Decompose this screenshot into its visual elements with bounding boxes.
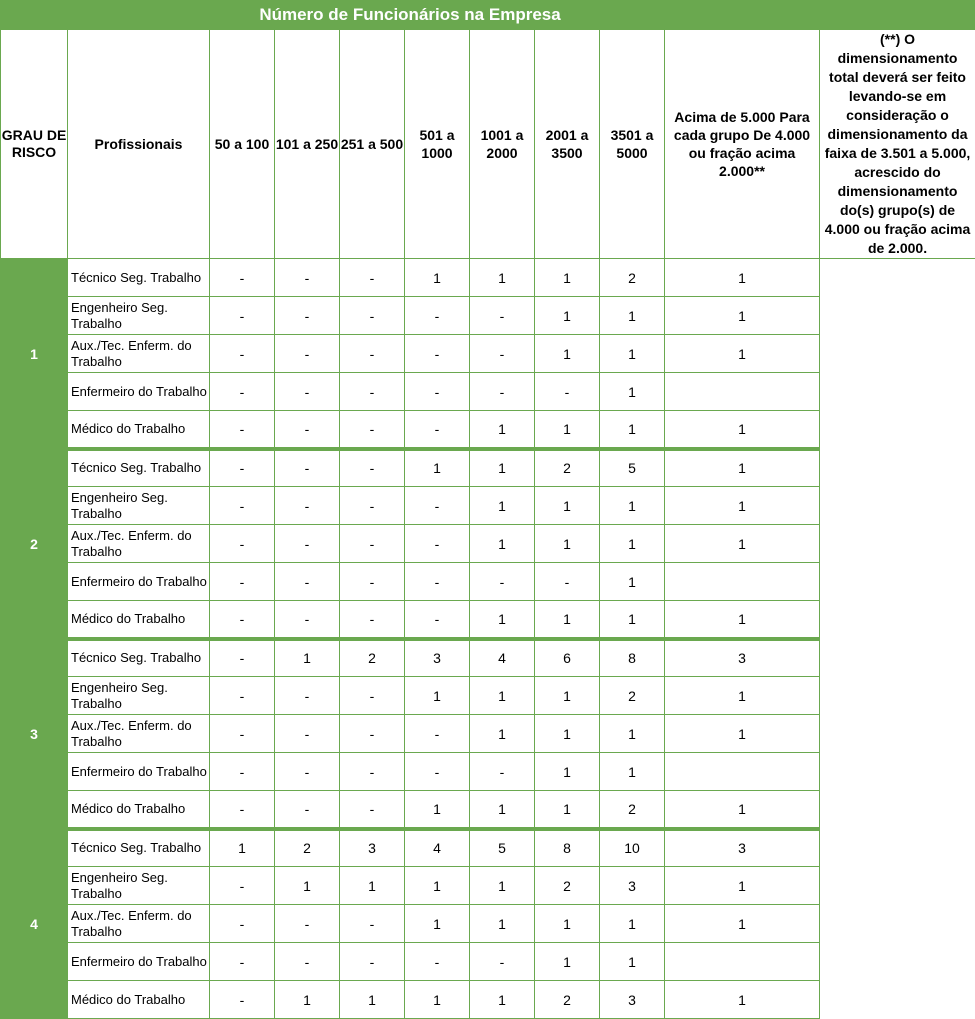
header-range: 101 a 250 <box>275 30 340 259</box>
value-cell: 8 <box>535 829 600 867</box>
value-cell: - <box>210 259 275 297</box>
table-title: Número de Funcionários na Empresa <box>1 1 820 30</box>
value-cell: - <box>340 259 405 297</box>
value-cell: 1 <box>600 335 665 373</box>
value-cell: - <box>275 791 340 829</box>
table-row <box>1 905 975 943</box>
value-cell: 1 <box>600 525 665 563</box>
value-cell: 1 <box>470 487 535 525</box>
value-cell: 1 <box>470 715 535 753</box>
value-cell: 8 <box>600 639 665 677</box>
value-cell: 1 <box>600 487 665 525</box>
grau-risco-cell: 4 <box>1 829 68 1019</box>
value-cell: - <box>275 335 340 373</box>
value-cell: 1 <box>535 943 600 981</box>
value-cell: 1 <box>665 677 820 715</box>
profissional-cell: Técnico Seg. Trabalho <box>68 259 210 297</box>
value-cell: 1 <box>340 867 405 905</box>
value-cell <box>665 373 820 411</box>
value-cell: 1 <box>535 525 600 563</box>
value-cell: - <box>210 525 275 563</box>
profissional-cell: Enfermeiro do Trabalho <box>68 563 210 601</box>
value-cell: 1 <box>535 259 600 297</box>
value-cell: 1 <box>665 487 820 525</box>
value-cell: - <box>275 449 340 487</box>
profissional-cell: Técnico Seg. Trabalho <box>68 449 210 487</box>
value-cell: - <box>470 297 535 335</box>
value-cell: 1 <box>535 715 600 753</box>
table-row <box>1 601 975 639</box>
value-cell: 1 <box>600 943 665 981</box>
value-cell: - <box>340 791 405 829</box>
header-acima: Acima de 5.000 Para cada grupo De 4.000 ou fração acima 2.000** <box>665 30 820 259</box>
value-cell: 2 <box>535 981 600 1019</box>
value-cell: 10 <box>600 829 665 867</box>
value-cell: - <box>535 563 600 601</box>
value-cell: 2 <box>600 791 665 829</box>
value-cell: 1 <box>600 563 665 601</box>
value-cell: 1 <box>665 259 820 297</box>
value-cell: - <box>210 563 275 601</box>
profissional-cell: Enfermeiro do Trabalho <box>68 943 210 981</box>
value-cell: - <box>210 373 275 411</box>
value-cell: 1 <box>600 373 665 411</box>
value-cell: - <box>470 373 535 411</box>
table-row <box>1 867 975 905</box>
grau-risco-cell: 3 <box>1 639 68 829</box>
table-row <box>1 373 975 411</box>
value-cell: - <box>275 753 340 791</box>
value-cell: 3 <box>340 829 405 867</box>
value-cell: - <box>210 411 275 449</box>
value-cell: 1 <box>535 487 600 525</box>
value-cell: 1 <box>535 411 600 449</box>
value-cell: 2 <box>600 259 665 297</box>
value-cell: 5 <box>470 829 535 867</box>
value-cell: 1 <box>665 297 820 335</box>
table-row <box>1 677 975 715</box>
value-cell: - <box>275 601 340 639</box>
table-row <box>1 335 975 373</box>
table-row <box>1 791 975 829</box>
value-cell: - <box>470 943 535 981</box>
value-cell: - <box>405 335 470 373</box>
table-row <box>1 981 975 1019</box>
value-cell: 1 <box>665 335 820 373</box>
profissional-cell: Engenheiro Seg. Trabalho <box>68 867 210 905</box>
value-cell: - <box>340 943 405 981</box>
value-cell: 1 <box>470 411 535 449</box>
value-cell: - <box>275 677 340 715</box>
value-cell: - <box>405 563 470 601</box>
value-cell: 1 <box>600 411 665 449</box>
value-cell: 1 <box>470 981 535 1019</box>
value-cell: 1 <box>405 449 470 487</box>
value-cell: - <box>405 753 470 791</box>
profissional-cell: Engenheiro Seg. Trabalho <box>68 297 210 335</box>
value-cell: - <box>405 411 470 449</box>
value-cell: - <box>340 601 405 639</box>
header-range: 251 a 500 <box>340 30 405 259</box>
value-cell: 1 <box>470 259 535 297</box>
value-cell: - <box>340 335 405 373</box>
value-cell: 1 <box>535 297 600 335</box>
table-row <box>1 639 975 677</box>
value-cell: - <box>470 335 535 373</box>
value-cell: 1 <box>665 905 820 943</box>
value-cell: - <box>275 943 340 981</box>
value-cell: 1 <box>535 335 600 373</box>
value-cell: - <box>275 373 340 411</box>
table-row <box>1 449 975 487</box>
header-range: 2001 a 3500 <box>535 30 600 259</box>
profissional-cell: Técnico Seg. Trabalho <box>68 639 210 677</box>
value-cell: 1 <box>600 715 665 753</box>
value-cell: 1 <box>535 753 600 791</box>
value-cell: - <box>210 601 275 639</box>
value-cell: - <box>340 905 405 943</box>
value-cell: - <box>340 677 405 715</box>
profissional-cell: Engenheiro Seg. Trabalho <box>68 487 210 525</box>
value-cell: - <box>210 905 275 943</box>
value-cell <box>665 943 820 981</box>
value-cell: 1 <box>470 905 535 943</box>
value-cell: - <box>210 753 275 791</box>
value-cell: - <box>210 639 275 677</box>
value-cell: - <box>275 525 340 563</box>
value-cell: 2 <box>535 449 600 487</box>
value-cell: 1 <box>405 259 470 297</box>
value-cell: - <box>405 715 470 753</box>
value-cell: - <box>210 791 275 829</box>
value-cell: 1 <box>535 677 600 715</box>
value-cell: 3 <box>600 867 665 905</box>
value-cell: - <box>210 715 275 753</box>
value-cell: - <box>210 981 275 1019</box>
header-profissionais: Profissionais <box>68 30 210 259</box>
grau-risco-cell: 2 <box>1 449 68 639</box>
value-cell: - <box>340 297 405 335</box>
header-range: 1001 a 2000 <box>470 30 535 259</box>
table-row <box>1 829 975 867</box>
value-cell: 1 <box>600 905 665 943</box>
value-cell: - <box>210 677 275 715</box>
value-cell: - <box>210 335 275 373</box>
value-cell: 1 <box>275 639 340 677</box>
header-range: 50 a 100 <box>210 30 275 259</box>
value-cell: 3 <box>405 639 470 677</box>
value-cell: 1 <box>470 791 535 829</box>
value-cell: - <box>210 487 275 525</box>
value-cell: 3 <box>665 639 820 677</box>
value-cell: 1 <box>665 867 820 905</box>
profissional-cell: Médico do Trabalho <box>68 601 210 639</box>
table-row <box>1 297 975 335</box>
header-range: 501 a 1000 <box>405 30 470 259</box>
value-cell: 4 <box>470 639 535 677</box>
table-row <box>1 525 975 563</box>
table-row <box>1 715 975 753</box>
value-cell: - <box>275 411 340 449</box>
value-cell: 5 <box>600 449 665 487</box>
value-cell: 1 <box>665 525 820 563</box>
value-cell: 2 <box>275 829 340 867</box>
profissional-cell: Enfermeiro do Trabalho <box>68 753 210 791</box>
value-cell: - <box>405 943 470 981</box>
value-cell: 1 <box>665 411 820 449</box>
value-cell: - <box>470 563 535 601</box>
value-cell: - <box>210 449 275 487</box>
value-cell: - <box>340 525 405 563</box>
table-row <box>1 943 975 981</box>
header-grau-risco: GRAU DE RISCO <box>1 30 68 259</box>
value-cell: 3 <box>665 829 820 867</box>
value-cell: - <box>405 525 470 563</box>
value-cell: 1 <box>405 791 470 829</box>
value-cell: 1 <box>275 981 340 1019</box>
value-cell: 1 <box>405 981 470 1019</box>
value-cell: 1 <box>340 981 405 1019</box>
profissional-cell: Médico do Trabalho <box>68 411 210 449</box>
profissional-cell: Médico do Trabalho <box>68 791 210 829</box>
title-side-cell <box>820 1 975 30</box>
value-cell: 1 <box>470 525 535 563</box>
value-cell: 1 <box>665 601 820 639</box>
value-cell: 1 <box>535 601 600 639</box>
value-cell: 2 <box>535 867 600 905</box>
value-cell: - <box>275 905 340 943</box>
value-cell: 1 <box>470 867 535 905</box>
value-cell: 1 <box>665 715 820 753</box>
value-cell: - <box>340 487 405 525</box>
profissional-cell: Enfermeiro do Trabalho <box>68 373 210 411</box>
value-cell: 1 <box>405 677 470 715</box>
value-cell: - <box>470 753 535 791</box>
profissional-cell: Aux./Tec. Enferm. do Trabalho <box>68 525 210 563</box>
value-cell: - <box>405 487 470 525</box>
profissional-cell: Aux./Tec. Enferm. do Trabalho <box>68 905 210 943</box>
profissional-cell: Técnico Seg. Trabalho <box>68 829 210 867</box>
header-range: 3501 a 5000 <box>600 30 665 259</box>
value-cell: 1 <box>210 829 275 867</box>
table-row <box>1 563 975 601</box>
value-cell: 1 <box>470 677 535 715</box>
value-cell: - <box>275 297 340 335</box>
value-cell: - <box>210 943 275 981</box>
value-cell: 1 <box>665 791 820 829</box>
value-cell: - <box>405 297 470 335</box>
value-cell: 1 <box>665 449 820 487</box>
value-cell: 1 <box>405 905 470 943</box>
grau-risco-cell: 1 <box>1 259 68 449</box>
value-cell: 2 <box>600 677 665 715</box>
value-cell: - <box>275 487 340 525</box>
value-cell: - <box>275 259 340 297</box>
value-cell: 1 <box>600 297 665 335</box>
value-cell: - <box>210 297 275 335</box>
value-cell: 4 <box>405 829 470 867</box>
value-cell: 1 <box>600 601 665 639</box>
value-cell: - <box>405 373 470 411</box>
value-cell: - <box>340 411 405 449</box>
value-cell: 1 <box>535 905 600 943</box>
value-cell: 1 <box>470 601 535 639</box>
profissional-cell: Aux./Tec. Enferm. do Trabalho <box>68 715 210 753</box>
value-cell: - <box>535 373 600 411</box>
value-cell: - <box>405 601 470 639</box>
profissional-cell: Médico do Trabalho <box>68 981 210 1019</box>
footnote-cell: (**) O dimensionamento total deverá ser feito levando-se em consideração o dimensionamento da faixa de 3.501 a 5.000, acrescido do dimensionamento do(s) grupo(s) de 4.000 ou fração acima de 2.000. <box>820 30 975 259</box>
value-cell: - <box>340 449 405 487</box>
value-cell: - <box>340 715 405 753</box>
value-cell: 3 <box>600 981 665 1019</box>
table-row <box>1 487 975 525</box>
value-cell: - <box>275 715 340 753</box>
table-row <box>1 411 975 449</box>
value-cell <box>665 563 820 601</box>
value-cell: 1 <box>600 753 665 791</box>
value-cell: - <box>340 753 405 791</box>
profissional-cell: Aux./Tec. Enferm. do Trabalho <box>68 335 210 373</box>
value-cell: 1 <box>665 981 820 1019</box>
table-row <box>1 753 975 791</box>
profissional-cell: Engenheiro Seg. Trabalho <box>68 677 210 715</box>
value-cell: - <box>340 563 405 601</box>
value-cell: 1 <box>405 867 470 905</box>
value-cell: 6 <box>535 639 600 677</box>
value-cell: 1 <box>275 867 340 905</box>
value-cell: - <box>340 373 405 411</box>
value-cell: 1 <box>470 449 535 487</box>
value-cell <box>665 753 820 791</box>
value-cell: 1 <box>535 791 600 829</box>
table-row <box>1 259 975 297</box>
table-body <box>1 259 975 1019</box>
value-cell: 2 <box>340 639 405 677</box>
value-cell: - <box>275 563 340 601</box>
value-cell: - <box>210 867 275 905</box>
